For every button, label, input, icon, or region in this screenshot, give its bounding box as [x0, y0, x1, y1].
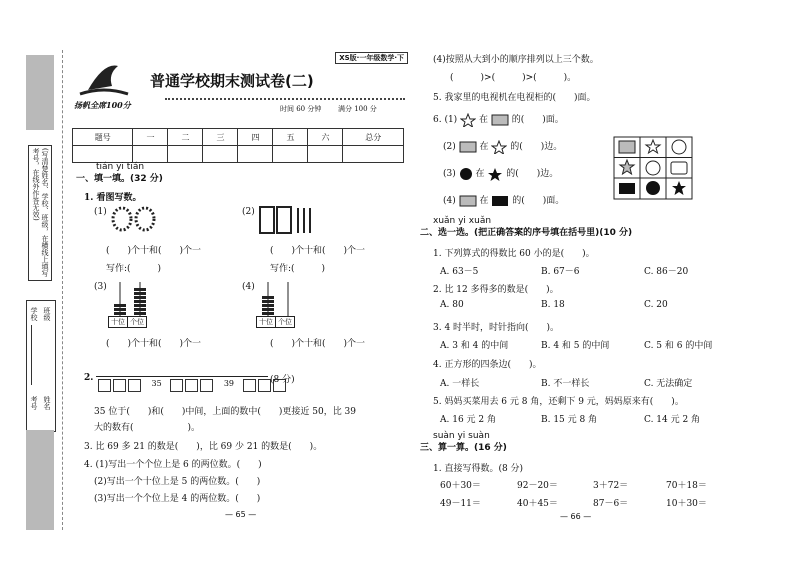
mc2-question: 2. 比 12 多得多的数是( )。: [433, 285, 559, 295]
q1-label: 1. 看图写数。: [84, 193, 142, 203]
score-blank-cell[interactable]: [308, 146, 343, 163]
mc2-option-a[interactable]: A. 80: [440, 300, 464, 310]
page-number-left: — 65 —: [225, 510, 257, 519]
score-header-cell: 四: [238, 129, 273, 146]
mc1-option-b[interactable]: B. 67－6: [541, 267, 580, 277]
abacus-ten-label: 十位: [109, 317, 128, 327]
binder-school-line[interactable]: [31, 325, 32, 385]
q1-write1[interactable]: 写作:( ): [106, 264, 162, 274]
grid-black-rect: [619, 183, 635, 194]
q6-3-label: (3): [443, 169, 456, 179]
q6-line4: [443, 193, 564, 207]
score-header-cell: 题号: [73, 129, 133, 146]
score-table-blank-row: [73, 146, 404, 163]
q6-1-answer[interactable]: 的( )面。: [511, 115, 564, 125]
gray-rectangle-icon: [459, 141, 477, 153]
score-blank-cell[interactable]: [203, 146, 238, 163]
calc-item[interactable]: 87－6＝: [593, 499, 629, 509]
q2-box[interactable]: [200, 379, 213, 392]
page-number-right: — 66 —: [560, 512, 592, 521]
black-star-icon: [487, 167, 503, 181]
mc3-option-b[interactable]: B. 4 和 5 的中间: [541, 341, 610, 351]
q1-part3-label: (3): [94, 282, 107, 292]
mc3-option-c[interactable]: C. 5 和 6 的中间: [644, 341, 713, 351]
mc3-question: 3. 4 时半时，时针指向( )。: [433, 323, 560, 333]
abacus-one-label: 个位: [130, 318, 144, 326]
section3-title: 三、算一算。(16 分): [420, 443, 507, 453]
abacus-one-label: 个位: [278, 318, 292, 326]
q2-label: 2.: [84, 373, 94, 383]
stick-bundles-icon: [258, 205, 318, 235]
q1-part4-label: (4): [242, 282, 255, 292]
mc4-question: 4. 正方形的四条边( )。: [433, 360, 542, 370]
score-header-cell: 一: [133, 129, 168, 146]
calc-item[interactable]: 49－11＝: [440, 499, 481, 509]
q4-4-question: (4)按照从大到小的顺序排列以上三个数。: [433, 55, 599, 65]
binder-school-label: 学校: [30, 307, 38, 321]
mc4-option-a[interactable]: A. 一样长: [440, 379, 480, 389]
q2-box[interactable]: [243, 379, 256, 392]
q6-1-label: 6. (1): [433, 115, 458, 125]
mc5-option-b[interactable]: B. 15 元 8 角: [541, 415, 598, 425]
q2-box[interactable]: [258, 379, 271, 392]
q6-line1: [433, 112, 564, 127]
q6-4-in: 在: [479, 196, 489, 206]
q1-fill1[interactable]: ( )个十和( )个一: [106, 246, 202, 256]
score-blank-cell[interactable]: [133, 146, 168, 163]
q2-box[interactable]: [98, 379, 111, 392]
q2-score: (8 分): [270, 375, 295, 385]
mc1-option-a[interactable]: A. 63－5: [440, 267, 479, 277]
q2-box[interactable]: [113, 379, 126, 392]
section2-title: 二、选一选。(把正确答案的序号填在括号里)(10 分): [420, 228, 633, 238]
q6-4-answer[interactable]: 的( )面。: [512, 196, 565, 206]
calc-item[interactable]: 70＋18＝: [666, 481, 707, 491]
q2-line1[interactable]: 35 位于( )和( )中间，上面的数中( )更接近 50，比 39: [94, 407, 357, 417]
exam-header: [70, 52, 410, 114]
grid-circle-outline-2: [646, 161, 660, 175]
q6-4-label: (4): [443, 196, 456, 206]
binder-strip: [26, 55, 56, 530]
calc-item[interactable]: 92－20＝: [517, 481, 558, 491]
abacus-ten-label: 十位: [257, 317, 276, 327]
q2-number-35: 35: [151, 379, 162, 388]
q4-4-answer[interactable]: ( )>( )>( )。: [450, 73, 577, 83]
score-table: [72, 128, 404, 163]
calc-item[interactable]: 10＋30＝: [666, 499, 707, 509]
q2-box[interactable]: [170, 379, 183, 392]
q4-line2[interactable]: (2)写出一个十位上是 5 的两位数。( ): [94, 477, 261, 487]
brand-label: 扬帆全席100分: [74, 100, 131, 110]
grid-circle-outline: [672, 140, 686, 154]
section3-pinyin: suàn yi suàn: [433, 431, 490, 441]
time-label: 时间 60 分钟: [280, 105, 322, 113]
bead-rings-icon: [110, 205, 158, 233]
binder-exam-no-label: 考号: [30, 396, 38, 410]
q2-box[interactable]: [185, 379, 198, 392]
mc3-option-a[interactable]: A. 3 和 4 的中间: [440, 341, 509, 351]
score-blank-cell[interactable]: [73, 146, 133, 163]
score-header-cell: 二: [168, 129, 203, 146]
q1-write2[interactable]: 写作:( ): [270, 264, 326, 274]
q5[interactable]: 5. 我家里的电视机在电视柜的( )面。: [433, 93, 596, 103]
q2-line2[interactable]: 大的数有( )。: [94, 423, 201, 433]
q1-fill3[interactable]: ( )个十和( )个一: [106, 339, 202, 349]
mc5-option-a[interactable]: A. 16 元 2 角: [440, 415, 496, 425]
q1-part2-label: (2): [242, 207, 255, 217]
q6-line3: [443, 166, 558, 181]
calc-item[interactable]: 3＋72＝: [593, 481, 629, 491]
calc-item[interactable]: 60＋30＝: [440, 481, 481, 491]
score-table-header-row: [73, 129, 404, 146]
q1-fill4[interactable]: ( )个十和( )个一: [270, 339, 366, 349]
q2-box[interactable]: [128, 379, 141, 392]
abacus-3: [108, 282, 150, 328]
mc2-option-b[interactable]: B. 18: [541, 300, 565, 310]
header-dotted-rule: [165, 98, 405, 100]
grid-rect-outline: [671, 162, 687, 174]
score-blank-cell[interactable]: [343, 146, 404, 163]
q6-2-label: (2): [443, 142, 456, 152]
q4-line1[interactable]: 4. (1)写出一个个位上是 6 的两位数。( ): [84, 460, 262, 470]
binder-cut-line: [62, 50, 63, 530]
binder-name-label: 姓名: [43, 396, 51, 410]
black-circle-icon: [459, 167, 473, 181]
sailboat-logo-icon: [78, 60, 130, 100]
black-rectangle-icon: [491, 195, 509, 207]
mc1-option-c[interactable]: C. 86－20: [644, 267, 689, 277]
calc-item[interactable]: 40＋45＝: [517, 499, 558, 509]
star-outline-icon: [460, 113, 476, 127]
binder-gray-block-top: [26, 55, 54, 130]
q4-line3[interactable]: (3)写出一个个位上是 4 的两位数。( ): [94, 494, 261, 504]
gray-rectangle-icon: [459, 195, 477, 207]
score-header-cell: 总分: [343, 129, 404, 146]
mc1-question: 1. 下列算式的得数比 60 小的是( )。: [433, 249, 595, 259]
mc5-question: 5. 妈妈买菜用去 6 元 8 角，还剩下 9 元，妈妈原来有( )。: [433, 397, 684, 407]
q3[interactable]: 3. 比 69 多 21 的数是( )，比 69 少 21 的数是( )。: [84, 442, 323, 452]
binder-info-box: [26, 300, 56, 432]
section2-pinyin: xuǎn yi xuǎn: [433, 216, 492, 226]
q1-fill2[interactable]: ( )个十和( )个一: [270, 246, 366, 256]
score-header-cell: 六: [308, 129, 343, 146]
section1-pinyin: tián yi tián: [96, 162, 145, 172]
binder-gray-block-bottom: [26, 430, 54, 530]
exam-title: 普通学校期末测试卷(二): [150, 72, 314, 90]
mc2-option-c[interactable]: C. 20: [644, 300, 668, 310]
q2-box-row: [98, 379, 288, 392]
q6-line2: [443, 139, 562, 154]
binder-notice: (写清楚姓名、学校、班级，在横线上填写考号，在线外作答无效): [28, 145, 52, 281]
mc4-option-c[interactable]: C. 无法确定: [644, 379, 693, 389]
gray-rectangle-icon: [491, 114, 509, 126]
q6-2-answer[interactable]: 的( )边。: [510, 142, 563, 152]
q2-number-line: [96, 376, 268, 377]
score-blank-cell[interactable]: [168, 146, 203, 163]
section1-title: 一、填一填。(32 分): [76, 174, 163, 184]
score-blank-cell[interactable]: [238, 146, 273, 163]
grid-black-circle: [646, 181, 660, 195]
calc-label: 1. 直接写得数。(8 分): [433, 464, 524, 474]
mc4-option-b[interactable]: B. 不一样长: [541, 379, 590, 389]
full-score-label: 满分 100 分: [338, 105, 377, 113]
abacus-4-beads-icon: [256, 282, 298, 316]
score-header-cell: 三: [203, 129, 238, 146]
q6-3-answer[interactable]: 的( )边。: [506, 169, 559, 179]
q6-1-in: 在: [478, 115, 488, 125]
shape-grid: [613, 136, 693, 200]
grid-gray-rect: [619, 141, 635, 153]
abacus-4: [256, 282, 298, 328]
abacus-4-base: [256, 316, 295, 328]
mc5-option-c[interactable]: C. 14 元 2 角: [644, 415, 701, 425]
abacus-3-beads-icon: [108, 282, 150, 316]
q1-part1-label: (1): [94, 207, 107, 217]
edition-badge: XS版·一年级数学·下: [335, 52, 408, 64]
star-outline-icon: [491, 140, 507, 154]
binder-class-label: 班级: [43, 307, 51, 321]
score-header-cell: 五: [273, 129, 308, 146]
q6-3-in: 在: [475, 169, 485, 179]
abacus-3-base: [108, 316, 147, 328]
score-blank-cell[interactable]: [273, 146, 308, 163]
q6-2-in: 在: [479, 142, 489, 152]
q2-number-39: 39: [223, 379, 235, 388]
